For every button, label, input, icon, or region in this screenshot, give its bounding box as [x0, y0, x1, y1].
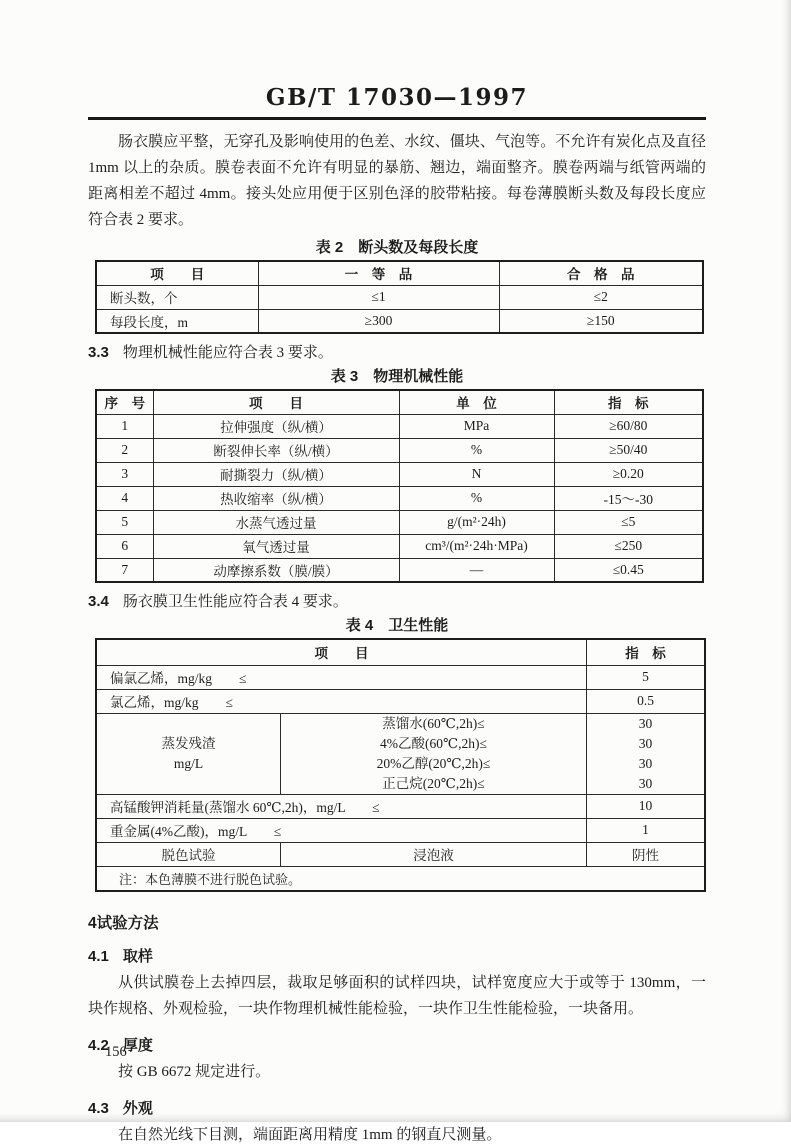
residue-value: 30 — [638, 715, 653, 731]
table-cell: 阴性 — [587, 842, 705, 866]
table-cell: 热收缩率（纵/横） — [153, 486, 399, 510]
table-cell: ≥300 — [258, 309, 499, 333]
section-4-1-heading — [88, 945, 706, 966]
clause-3-4 — [88, 590, 706, 611]
section-title: 取样 — [122, 948, 153, 965]
section-4-heading — [88, 911, 706, 933]
table-row — [96, 486, 703, 510]
table-cell: 5 — [96, 510, 153, 534]
section-4-2-heading — [88, 1034, 706, 1055]
table-cell: MPa — [399, 414, 554, 438]
table-header-row — [96, 390, 703, 414]
table-cell: 每段长度，m — [96, 309, 258, 333]
table-row — [96, 438, 703, 462]
table-row — [96, 665, 705, 689]
table-cell: 断头数，个 — [96, 285, 258, 309]
col-header-item: 项 目 — [153, 390, 399, 414]
table-cell: -15～-30 — [554, 486, 703, 510]
table-cell: 6 — [96, 534, 153, 558]
table-cell: cm³/(m²·24h·MPa) — [399, 534, 554, 558]
page-number: 156 — [105, 1044, 127, 1060]
col-header-index: 指 标 — [587, 639, 705, 665]
table-cell: ≤2 — [499, 285, 703, 309]
residue-item: 20%乙醇(20℃,2h)≤ — [376, 755, 491, 771]
table-cell: — — [399, 558, 554, 582]
table-row — [96, 462, 703, 486]
residue-item: 蒸馏水(60℃,2h)≤ — [382, 715, 485, 731]
section-title: 试验方法 — [96, 915, 159, 932]
section-number: 4 — [88, 915, 97, 932]
col-header-item: 项 目 — [96, 639, 587, 665]
table-cell: ≥50/40 — [554, 438, 703, 462]
table-cell: ≥0.20 — [554, 462, 703, 486]
section-number: 4.3 — [88, 1100, 109, 1117]
table-cell: 2 — [96, 438, 153, 462]
table-cell: 重金属(4%乙酸)，mg/L ≤ — [96, 818, 587, 842]
residue-value: 30 — [638, 735, 653, 751]
table-cell: 断裂伸长率（纵/横） — [153, 438, 399, 462]
section-4-2-paragraph: 按 GB 6672 规定进行。 — [118, 1064, 271, 1080]
section-title: 厚度 — [122, 1037, 153, 1054]
table-cell: 7 — [96, 558, 153, 582]
clause-number: 3.4 — [88, 593, 109, 610]
table-note-row — [96, 866, 705, 891]
col-header-index: 指 标 — [554, 390, 703, 414]
col-header-qualified: 合 格 品 — [499, 261, 703, 285]
residue-value: 30 — [638, 775, 653, 791]
table-row — [96, 510, 703, 534]
clause-text: 物理机械性能应符合表 3 要求。 — [122, 345, 333, 361]
residue-label: 蒸发残渣 — [161, 735, 216, 751]
residue-item: 4%乙酸(60℃,2h)≤ — [380, 735, 487, 751]
table-cell: N — [399, 462, 554, 486]
table-cell: 脱色试验 — [96, 842, 280, 866]
table-cell: 5 — [587, 665, 705, 689]
table-cell: ≤1 — [258, 285, 499, 309]
section-4-1-paragraph: 从供试膜卷上去掉四层，裁取足够面积的试样四块，试样宽度应大于或等于 130mm，一块作规格、外观检验，一块作物理机械性能检验，一块作卫生性能检验，一块备用。 — [88, 975, 706, 1017]
col-header-item: 项 目 — [96, 261, 258, 285]
table2-title: 表 2 断头数及每段长度 — [315, 239, 479, 256]
residue-item: 正己烷(20℃,2h)≤ — [382, 775, 485, 791]
table-cell: 拉伸强度（纵/横） — [153, 414, 399, 438]
table-row — [96, 689, 705, 713]
table-cell: 氧气透过量 — [153, 534, 399, 558]
table-row — [96, 794, 705, 818]
clause-number: 3.3 — [88, 344, 109, 361]
table-2-breaks-and-length — [95, 260, 704, 334]
table-cell: % — [399, 438, 554, 462]
residue-unit: mg/L — [173, 755, 204, 771]
residue-items-cell — [280, 713, 586, 794]
table-cell: ≥60/80 — [554, 414, 703, 438]
table-cell: ≤250 — [554, 534, 703, 558]
table-cell: 3 — [96, 462, 153, 486]
header-rule — [88, 117, 706, 120]
table-cell: 偏氯乙烯，mg/kg ≤ — [96, 665, 587, 689]
table-row — [96, 414, 703, 438]
col-header-unit: 单 位 — [399, 390, 554, 414]
table-cell: 氯乙烯，mg/kg ≤ — [96, 689, 587, 713]
table-row — [96, 818, 705, 842]
col-header-no: 序 号 — [96, 390, 153, 414]
table-3-physical-mechanical — [95, 389, 704, 583]
table-cell: 耐撕裂力（纵/横） — [153, 462, 399, 486]
table-cell: 0.5 — [587, 689, 705, 713]
table-cell: 1 — [587, 818, 705, 842]
table-cell: g/(m²·24h) — [399, 510, 554, 534]
clause-3-3 — [88, 341, 706, 362]
table-header-row — [96, 261, 703, 285]
table-note: 注：本色薄膜不进行脱色试验。 — [96, 866, 705, 891]
table-cell: ≥150 — [499, 309, 703, 333]
table-row — [96, 285, 703, 309]
table-4-hygienic — [95, 638, 706, 892]
section-title: 外观 — [122, 1100, 153, 1117]
table4-title: 表 4 卫生性能 — [345, 617, 449, 634]
table-row-decolor — [96, 842, 705, 866]
table-cell: ≤5 — [554, 510, 703, 534]
col-header-first-grade: 一 等 品 — [258, 261, 499, 285]
table-cell: ≤0.45 — [554, 558, 703, 582]
residue-value: 30 — [638, 755, 653, 771]
standard-code: GB/T 17030—1997 — [265, 84, 529, 111]
intro-paragraph: 肠衣膜应平整，无穿孔及影响使用的色差、水纹、僵块、气泡等。不允许有炭化点及直径 1mm 以上的杂质。膜卷表面不允许有明显的暴筋、翘边，端面整齐。膜卷两端与纸管两端的距离相差不超过 4mm。接头处应用便于区别色泽的胶带粘接。每卷薄膜断头数及每段长度应符合表 2 要求。 — [88, 134, 706, 228]
residue-label-cell — [96, 713, 280, 794]
table-cell: 10 — [587, 794, 705, 818]
page-content — [88, 84, 706, 1148]
table-row-residue-group — [96, 713, 705, 794]
table-cell: 4 — [96, 486, 153, 510]
table3-title: 表 3 物理机械性能 — [330, 368, 464, 385]
clause-text: 肠衣膜卫生性能应符合表 4 要求。 — [122, 594, 348, 610]
table-cell: % — [399, 486, 554, 510]
table-cell: 动摩擦系数（膜/膜） — [153, 558, 399, 582]
section-4-3-heading — [88, 1097, 706, 1118]
table-row — [96, 534, 703, 558]
table-header-row — [96, 639, 705, 665]
table-cell: 水蒸气透过量 — [153, 510, 399, 534]
table-cell: 高锰酸钾消耗量(蒸馏水 60℃,2h)，mg/L ≤ — [96, 794, 587, 818]
section-number: 4.1 — [88, 948, 109, 965]
table-cell: 浸泡液 — [280, 842, 586, 866]
section-4-3-paragraph: 在自然光线下目测，端面距离用精度 1mm 的钢直尺测量。 — [118, 1127, 502, 1143]
table-row — [96, 558, 703, 582]
residue-values-cell — [587, 713, 705, 794]
section-number: 4.2 — [88, 1037, 109, 1054]
table-cell: 1 — [96, 414, 153, 438]
table-row — [96, 309, 703, 333]
